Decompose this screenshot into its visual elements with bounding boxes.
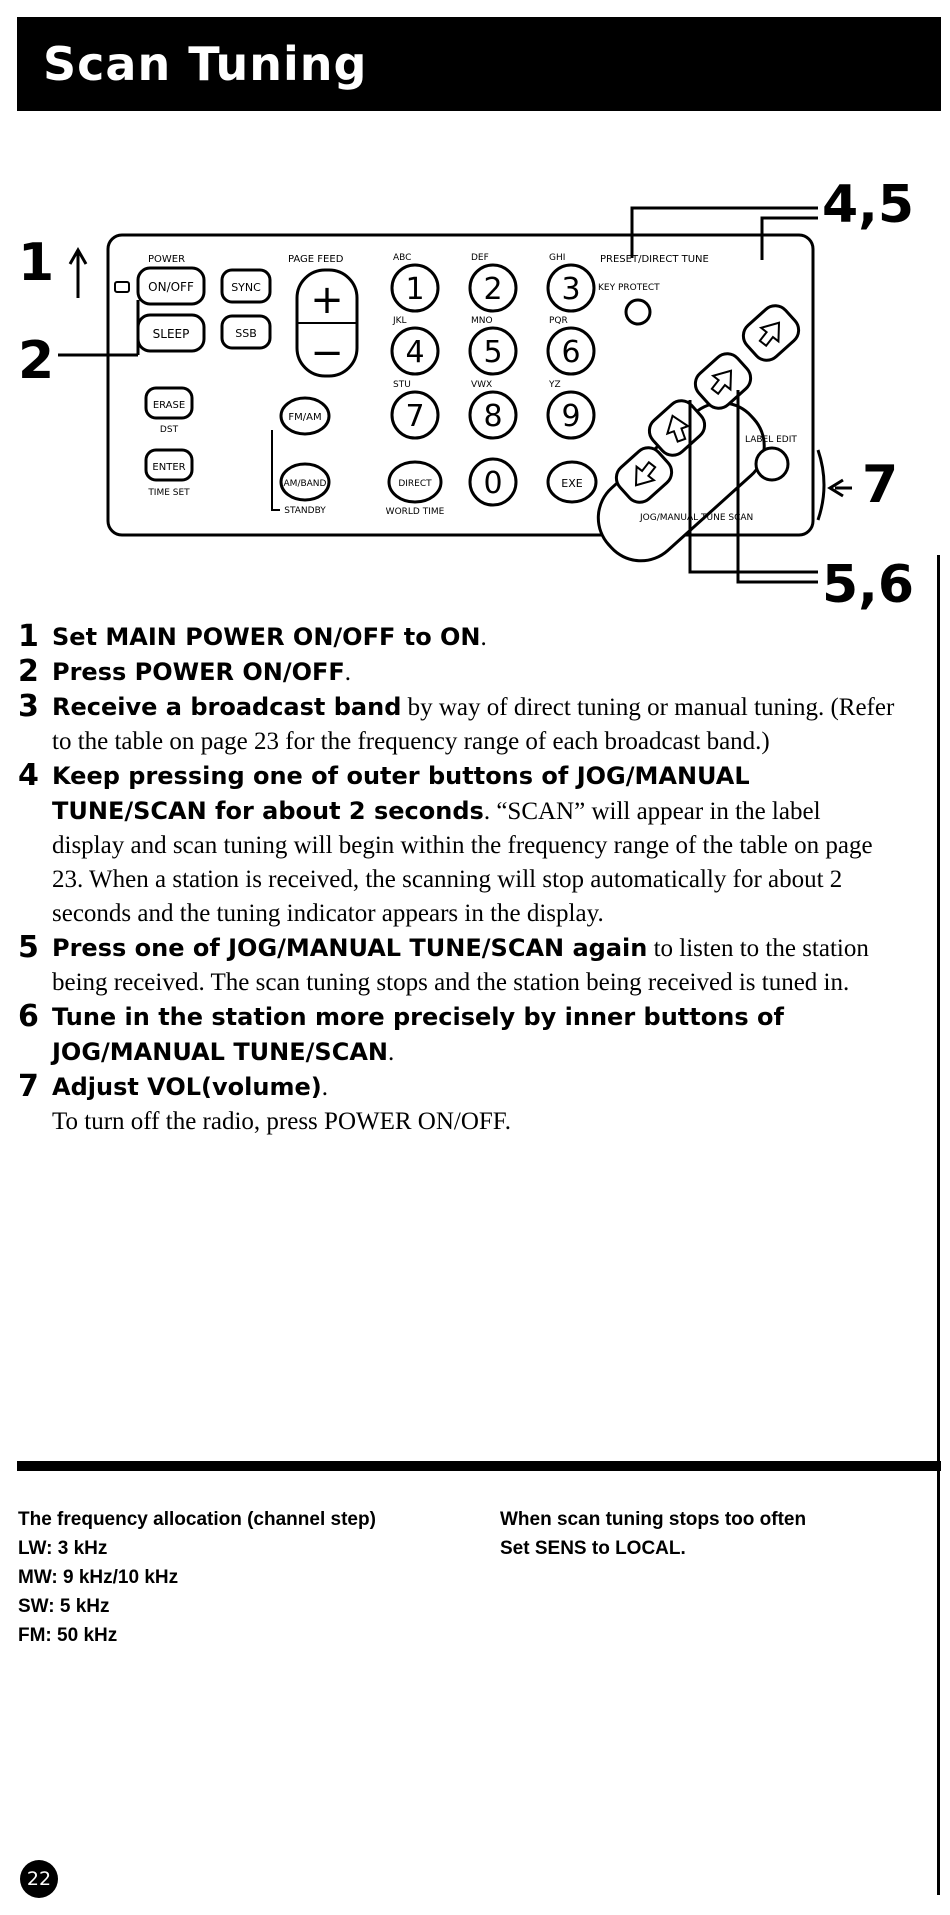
callout-4-5: 4,5 [822,175,915,235]
right-margin-rule [937,555,940,1895]
step-detail: . [344,659,352,686]
frequency-line: SW: 5 kHz [18,1596,110,1617]
volume-knob-edge [818,450,824,520]
step-6 [18,1000,898,1070]
key-1-letters: ABC [393,253,412,263]
enter-label: ENTER [152,462,186,473]
key-3-letters: GHI [549,253,566,263]
tip-text: Set SENS to LOCAL. [500,1538,686,1559]
step-5 [18,931,898,1000]
erase-label: ERASE [152,400,186,411]
step-7 [18,1070,898,1105]
step-number: 3 [18,689,39,724]
instruction-steps [18,620,898,1139]
exe-label: EXE [561,477,583,490]
key-7-digit: 7 [405,399,425,434]
step-detail: to listen to the station being received. The scan tuning stops and the station being received is tuned in. [52,935,869,996]
step-detail: . [480,624,487,651]
key-8-letters: VWX [471,380,493,390]
step-detail: . [321,1074,328,1101]
callout-1-arrow [70,250,86,298]
key-8-digit: 8 [483,399,503,434]
page-feed-minus: − [310,330,344,376]
frequency-heading: The frequency allocation (channel step) [18,1509,376,1530]
key-6-letters: PQR [549,316,568,326]
key-4-letters: JKL [393,316,407,326]
sleep-label: SLEEP [152,327,190,341]
step-instruction: Press one of JOG/MANUAL TUNE/SCAN again [52,934,648,962]
frequency-line: MW: 9 kHz/10 kHz [18,1567,179,1588]
onoff-label: ON/OFF [148,280,194,294]
world-time-label: WORLD TIME [385,507,445,517]
page-feed-label: PAGE FEED [288,254,344,265]
callout-2: 2 [18,331,55,391]
page-number: 22 [20,1860,58,1898]
frequency-line: LW: 3 kHz [18,1538,108,1559]
step-number: 6 [18,999,39,1034]
key-9-letters: YZ [549,380,561,390]
step-instruction: Tune in the station more precisely by inner buttons of JOG/MANUAL TUNE/SCAN [52,1003,784,1066]
key-2-letters: DEF [471,253,489,263]
step-3 [18,690,898,759]
step-4 [18,759,898,931]
label-edit-button [756,448,788,480]
step-detail: by way of direct tuning or manual tuning. (Refer to the table on page 23 for the frequency range of each broadcast band.) [52,694,895,755]
key-5-letters: MNO [471,316,493,326]
key-protect-label: KEY PROTECT [598,283,660,293]
step-instruction: Adjust VOL(volume) [52,1073,322,1101]
preset-direct-label: PRESET/DIRECT TUNE [600,254,709,265]
frequency-allocation [18,1505,418,1650]
key-0-digit: 0 [483,466,503,501]
step-number: 7 [18,1069,39,1104]
scan-tip [500,1505,900,1563]
step-instruction: Press POWER ON/OFF [52,658,345,686]
standby-label: STANDBY [284,506,326,516]
step-detail: . [387,1039,395,1066]
title-bar [17,17,941,111]
key-6-digit: 6 [561,335,581,370]
page-feed-plus: + [310,277,344,323]
fmam-label: FM/AM [288,412,322,423]
key-2-digit: 2 [483,272,503,307]
key-4-digit: 4 [405,335,425,370]
key-1-digit: 1 [405,272,425,307]
tip-heading: When scan tuning stops too often [500,1509,807,1530]
sync-label: SYNC [231,281,261,294]
step-number: 2 [18,654,39,689]
callout-5-6: 5,6 [822,555,915,615]
callout-1: 1 [18,233,55,293]
key-3-digit: 3 [561,272,581,307]
step-number: 5 [18,930,39,965]
key-9-digit: 9 [561,399,581,434]
step-2 [18,655,898,690]
key-7-letters: STU [393,380,411,390]
amband-label: AM/BAND [283,479,327,489]
step-detail: . “SCAN” will appear in the label display and scan tuning will begin within the frequency range of the table on page 23. When a station is received, the scanning will stop automatically for about 2 seconds and the tuning indicator appears in the display. [52,798,873,927]
step-instruction: Receive a broadcast band [52,693,402,721]
radio-panel-diagram [0,150,950,620]
key-5-digit: 5 [483,335,503,370]
time-set-label: TIME SET [148,488,190,498]
key-protect-switch [626,300,650,324]
frequency-line: FM: 50 kHz [18,1625,118,1646]
step-number: 4 [18,758,39,793]
step-1 [18,620,898,655]
power-label: POWER [148,254,186,265]
page-title: Scan Tuning [43,37,368,91]
section-divider [17,1461,941,1471]
ssb-label: SSB [235,327,257,340]
label-edit-label: LABEL EDIT [745,435,797,445]
jog-label: JOG/MANUAL TUNE SCAN [640,513,754,523]
direct-label: DIRECT [398,479,432,489]
step-number: 1 [18,619,39,654]
step-instruction: Set MAIN POWER ON/OFF to ON [52,623,481,651]
callout-7: 7 [862,455,899,515]
dst-label: DST [159,425,179,435]
power-off-note: To turn off the radio, press POWER ON/OFF. [52,1108,511,1135]
step-instruction: Keep pressing one of outer buttons of JOG/MANUAL TUNE/SCAN for about 2 seconds [52,762,750,825]
